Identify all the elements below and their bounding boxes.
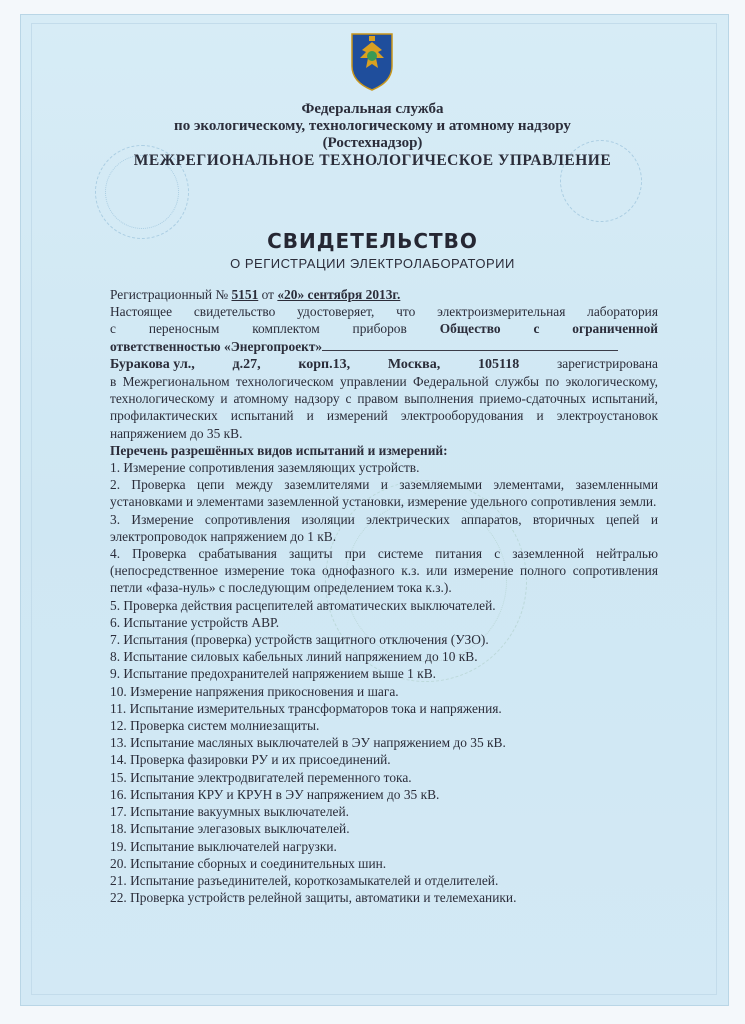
organization-name-end: ответственностью «Энергопроект»	[110, 338, 323, 354]
list-item: 4. Проверка срабатывания защиты при системе питания с заземленной нейтралью (непосредственное измерение тока однофазного к.з. или измерение полного сопротивления петли «фаза-нуль» с последующим определением тока к.з.).	[110, 546, 658, 596]
address-line	[110, 355, 658, 373]
list-item: 5. Проверка действия расцепителей автоматических выключателей.	[110, 597, 496, 613]
registration-date: «20» сентября 2013г.	[277, 287, 401, 302]
document-body	[110, 286, 658, 906]
header-department: МЕЖРЕГИОНАЛЬНОЕ ТЕХНОЛОГИЧЕСКОЕ УПРАВЛЕНИЕ	[133, 152, 612, 169]
list-item: 8. Испытание силовых кабельных линий напряжением до 10 кВ.	[110, 649, 478, 665]
rostekhnadzor-emblem-icon	[348, 28, 396, 92]
address-postcode: 105118	[478, 356, 520, 372]
list-item: 7. Испытания (проверка) устройств защитного отключения (УЗО).	[110, 632, 489, 648]
certify-line1: Настоящее свидетельство удостоверяет, что электроизмерительная лаборатория	[110, 304, 658, 320]
fill-underline	[322, 338, 618, 351]
tests-list-title: Перечень разрешённых видов испытаний и измерений:	[110, 442, 448, 458]
header-agency-short: (Ростехнадзор)	[322, 135, 423, 151]
list-item: 10. Измерение напряжения прикосновения и шага.	[110, 683, 399, 699]
registration-number: 5151	[231, 287, 259, 302]
list-item: 13. Испытание масляных выключателей в ЭУ напряжением до 35 кВ.	[110, 735, 506, 751]
certify-rest: в Межрегиональном технологическом управлении Федеральной службы по экологическому, технологическому и атомному надзору с правом выполнения приемо-сдаточных испытаний, профилактических испытаний и измерений электрооборудования и электроустановок напряжением до 35 кВ.	[110, 374, 658, 441]
list-item: 20. Испытание сборных и соединительных шин.	[110, 855, 387, 871]
registration-label: Регистрационный №	[110, 287, 229, 302]
list-item: 12. Проверка систем молниезащиты.	[110, 718, 320, 734]
organization-name-line	[110, 338, 658, 355]
list-item: 11. Испытание измерительных трансформаторов тока и напряжения.	[110, 700, 502, 716]
list-item: 22. Проверка устройств релейной защиты, автоматики и телемеханики.	[110, 890, 517, 906]
list-item: 9. Испытание предохранителей напряжением выше 1 кВ.	[110, 666, 436, 682]
address-street: Буракова ул.,	[110, 356, 195, 372]
header-agency-line2: по экологическому, технологическому и атомному надзору	[174, 118, 571, 134]
registration-line	[110, 286, 658, 303]
address-city: Москва,	[387, 356, 441, 372]
header-agency-line1: Федеральная служба	[301, 101, 444, 117]
address-building: корп.13,	[298, 356, 351, 372]
list-item: 14. Проверка фазировки РУ и их присоединений.	[110, 752, 391, 768]
organization-name-start: Общество с ограниченной	[439, 321, 658, 337]
tests-list	[110, 459, 658, 906]
list-item: 19. Испытание выключателей нагрузки.	[110, 838, 337, 854]
document-title: СВИДЕТЕЛЬСТВО	[267, 229, 478, 253]
document-subtitle: О РЕГИСТРАЦИИ ЭЛЕКТРОЛАБОРАТОРИИ	[230, 256, 515, 271]
list-item: 16. Испытания КРУ и КРУН в ЭУ напряжением до 35 кВ.	[110, 786, 440, 802]
address-house: д.27,	[232, 356, 261, 372]
list-item: 21. Испытание разъединителей, короткозамыкателей и отделителей.	[110, 872, 499, 888]
certify-line2-text: с переносным комплектом приборов	[110, 321, 407, 337]
list-item: 1. Измерение сопротивления заземляющих устройств.	[110, 460, 420, 476]
list-item: 2. Проверка цепи между заземлителями и заземляемыми элементами, заземленными установками и элементами заземленной установки, измерение удельного сопротивления земли.	[110, 477, 658, 510]
registered-word: зарегистрирована	[556, 355, 658, 371]
list-item: 18. Испытание элегазовых выключателей.	[110, 821, 350, 837]
list-item: 6. Испытание устройств АВР.	[110, 614, 280, 630]
list-item: 15. Испытание электродвигателей переменного тока.	[110, 769, 412, 785]
registration-from: от	[261, 287, 274, 302]
list-item: 3. Измерение сопротивления изоляции электрических аппаратов, вторичных цепей и электропроводок напряжением до 1 кВ.	[110, 511, 658, 544]
certify-line2	[110, 320, 658, 337]
list-item: 17. Испытание вакуумных выключателей.	[110, 804, 350, 820]
